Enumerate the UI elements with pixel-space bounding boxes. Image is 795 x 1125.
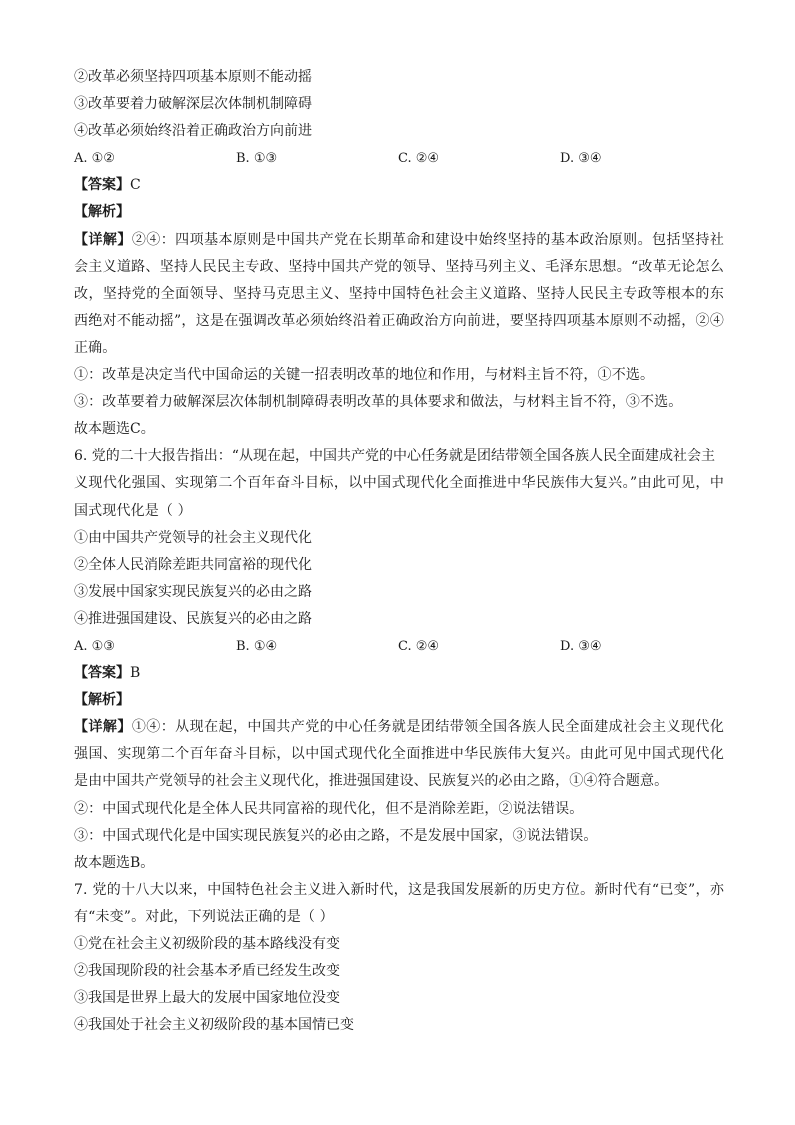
q6-analysis [74, 687, 724, 714]
q5-option-b: B. ①③ [236, 151, 278, 167]
answer-value: C [130, 177, 141, 194]
q7-statement-3: ③我国是世界上最大的发展中国家地位没变 [74, 990, 340, 1007]
answer-value: B [130, 665, 141, 682]
q6-stem-line1: 6. 党的二十大报告指出：“从现在起，中国共产党的中心任务就是团结带领全国各族人民全面建成社会主 [74, 448, 715, 465]
q5-options [74, 145, 724, 172]
q6-option-c: C. ②④ [398, 638, 440, 654]
q7-statement-4: ④我国处于社会主义初级阶段的基本国情已变 [74, 1017, 354, 1034]
q5-answer [74, 172, 724, 199]
q5-detail-p1 [74, 227, 724, 362]
q5-analysis [74, 199, 724, 226]
analysis-label: 【解析】 [74, 204, 130, 221]
q6-detail-p2: ②：中国式现代化是全体人民共同富裕的现代化，但不是消除差距，②说法错误。 [74, 800, 584, 817]
q6-options [74, 633, 724, 660]
q7-statement-1: ①党在社会主义初级阶段的基本路线没有变 [74, 936, 340, 952]
q5-conclusion: 故本题选C。 [74, 421, 155, 438]
q5-detail-p2: ①：改革是决定当代中国命运的关键一招表明改革的地位和作用，与材料主旨不符，①不选。 [74, 367, 655, 384]
q6-statement-4: ④推进强国建设、民族复兴的必由之路 [74, 610, 312, 627]
q6-option-a: A. ①③ [74, 638, 115, 654]
detail-text: ②④：四项基本原则是中国共产党在长期革命和建设中始终坚持的基本政治原则。包括坚持社会主义道路、坚持人民民主专政、坚持中国共产党的领导、坚持马列主义、毛泽东思想。“改革无论怎么改，坚持党的全面领导、坚持马克思主义、坚持中国特色社会主义道路、坚持人民民主专政等根本的东西绝对不能动摇”，这是在强调改革必须始终沿着正确政治方向前进，要坚持四项基本原则不动摇，②④正确。 [74, 231, 724, 356]
q6-option-d: D. ③④ [560, 638, 602, 654]
q6-option-b: B. ①④ [236, 638, 278, 654]
analysis-label: 【解析】 [74, 692, 130, 709]
detail-label: 【详解】 [74, 231, 132, 248]
q5-statement-3: ③改革要着力破解深层次体制机制障碍 [74, 96, 312, 113]
q5-option-d: D. ③④ [560, 151, 602, 167]
document-page [74, 64, 724, 1039]
q6-detail-p3: ③：中国式现代化是中国实现民族复兴的必由之路，不是发展中国家，③说法错误。 [74, 827, 598, 844]
q6-detail-p1 [74, 714, 724, 795]
q6-statement-3: ③发展中国家实现民族复兴的必由之路 [74, 583, 312, 600]
q6-statement-1: ①由中国共产党领导的社会主义现代化 [74, 529, 312, 546]
q6-stem-rest: 义现代化强国、实现第二个百年奋斗目标，以中国式现代化全面推进中华民族伟大复兴。”由此可见，中国式现代化是（ ） [74, 475, 724, 519]
q6-conclusion: 故本题选B。 [74, 854, 155, 871]
q5-detail-p3: ③：改革要着力破解深层次体制机制障碍表明改革的具体要求和做法，与材料主旨不符，③不选。 [74, 394, 683, 411]
q7-statement-2: ②我国现阶段的社会基本矛盾已经发生改变 [74, 963, 340, 980]
answer-label: 【答案】 [74, 177, 130, 194]
detail-label: 【详解】 [74, 719, 132, 736]
q5-option-c: C. ②④ [398, 151, 440, 167]
detail-text: ①④：从现在起，中国共产党的中心任务就是团结带领全国各族人民全面建成社会主义现代化强国、实现第二个百年奋斗目标，以中国式现代化全面推进中华民族伟大复兴。由此可见中国式现代化是由中国共产党领导的社会主义现代化，推进强国建设、民族复兴的必由之路，①④符合题意。 [74, 719, 724, 790]
q5-option-a: A. ①② [74, 151, 115, 167]
q5-statement-4: ④改革必须始终沿着正确政治方向前进 [74, 123, 312, 140]
q6-statement-2: ②全体人民消除差距共同富裕的现代化 [74, 556, 312, 573]
q5-statement-2: ②改革必须坚持四项基本原则不能动摇 [74, 69, 312, 85]
q6-answer [74, 660, 724, 687]
q7-stem: 7. 党的十八大以来，中国特色社会主义进入新时代，这是我国发展新的历史方位。新时代有“已变”，亦有“未变”。对此，下列说法正确的是（ ） [74, 881, 724, 925]
answer-label: 【答案】 [74, 665, 130, 682]
